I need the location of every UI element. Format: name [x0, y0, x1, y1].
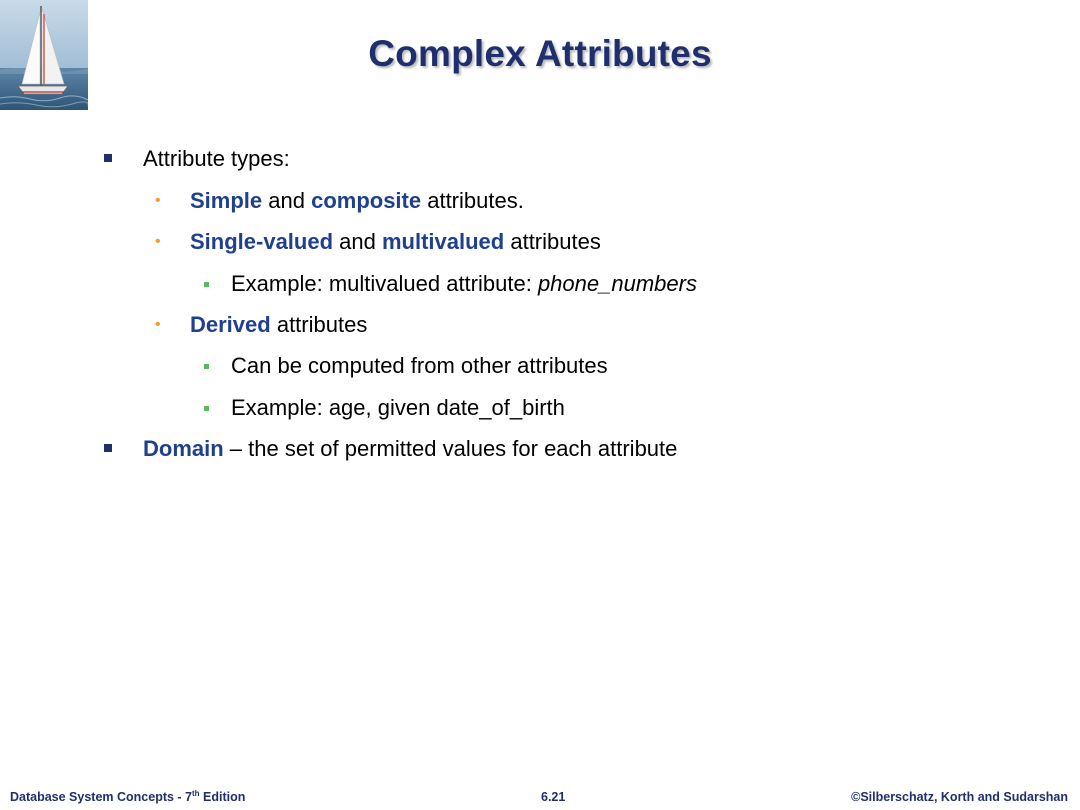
bullet-derived — [190, 311, 367, 339]
bullet-text: – the set of permitted values for each attribute — [223, 436, 678, 461]
bullet-computed — [231, 352, 608, 380]
footer-edition: Edition — [199, 790, 246, 804]
bullet-domain — [143, 435, 677, 463]
italic-phone-numbers: phone_numbers — [537, 271, 697, 296]
bullet-dot-icon: • — [155, 233, 161, 250]
bullet-text: attributes — [504, 229, 601, 254]
footer-copyright: ©Silberschatz, Korth and Sudarshan — [851, 790, 1068, 804]
bullet-example-age — [231, 394, 565, 422]
slide-title: Complex Attributes — [368, 33, 712, 74]
keyword-domain: Domain — [143, 436, 224, 461]
bullet-text: Example: multivalued attribute: — [231, 271, 538, 296]
bullet-dot-icon: • — [155, 316, 161, 333]
bullet-square-icon — [104, 444, 112, 452]
bullet-square-small-icon — [204, 282, 209, 287]
bullet-simple-composite — [190, 187, 524, 215]
bullet-dot-icon: • — [155, 192, 161, 209]
keyword-derived: Derived — [190, 312, 271, 337]
bullet-text: Example: age, given date_of_birth — [231, 395, 565, 420]
footer-page-number: 6.21 — [541, 790, 566, 804]
footer-superscript: th — [192, 788, 200, 798]
bullet-square-small-icon — [204, 364, 209, 369]
bullet-text: and — [262, 188, 312, 213]
bullet-square-icon — [104, 154, 112, 162]
bullet-single-multivalued — [190, 228, 601, 256]
keyword-composite: composite — [311, 188, 422, 213]
bullet-text: and — [333, 229, 382, 254]
keyword-simple: Simple — [190, 188, 263, 213]
bullet-attribute-types — [143, 145, 290, 173]
footer-book-title: Database System Concepts - 7 — [10, 790, 193, 804]
footer-left — [10, 789, 245, 804]
bullet-text: attributes — [270, 312, 368, 337]
bullet-text: Attribute types: — [143, 146, 290, 171]
bullet-text: attributes. — [421, 188, 524, 213]
keyword-single-valued: Single-valued — [190, 229, 334, 254]
bullet-text: Can be computed from other attributes — [231, 353, 608, 378]
bullet-square-small-icon — [204, 406, 209, 411]
keyword-multivalued: multivalued — [381, 229, 505, 254]
bullet-example-phone-numbers — [231, 270, 697, 298]
